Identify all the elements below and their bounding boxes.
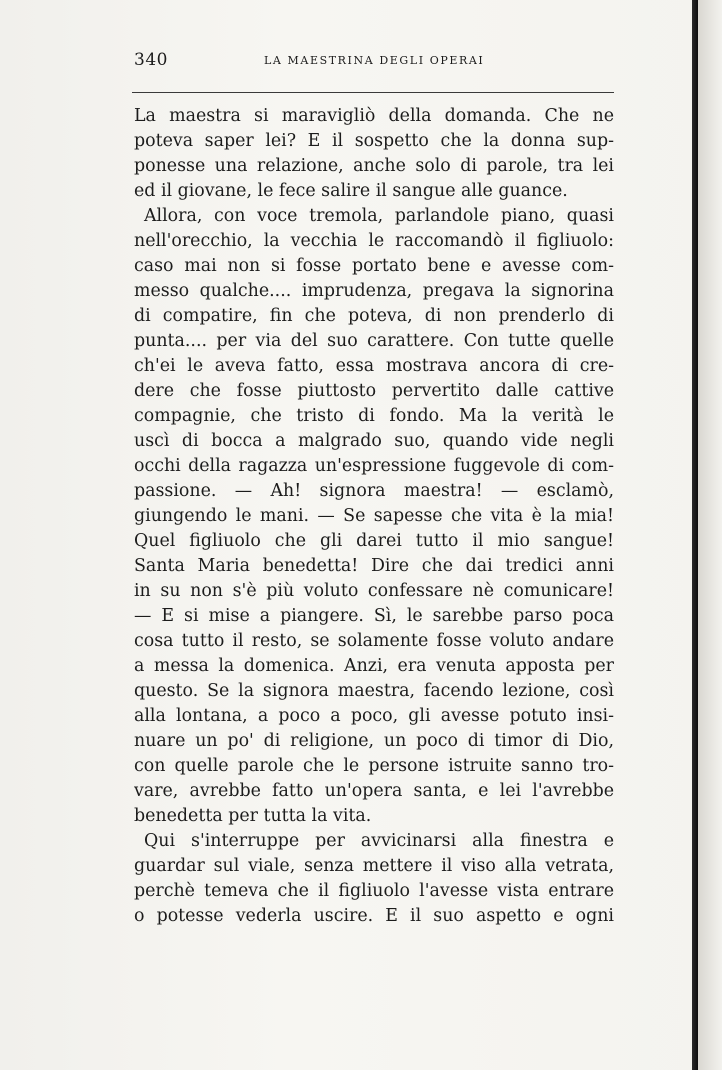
- text-line: a messa la domenica. Anzi, era venuta apposta per: [134, 656, 614, 676]
- text-line: punta.... per via del suo carattere. Con tutte quelle: [134, 331, 614, 351]
- text-line: Santa Maria benedetta! Dire che dai tredici anni: [134, 556, 614, 576]
- text-line: questo. Se la signora maestra, facendo lezione, così: [134, 681, 614, 701]
- running-title: LA MAESTRINA DEGLI OPERAI: [264, 54, 485, 67]
- text-line: alla lontana, a poco a poco, gli avesse potuto insi-: [134, 706, 614, 726]
- text-line: caso mai non si fosse portato bene e avesse com-: [134, 256, 614, 276]
- text-line: — E si mise a piangere. Sì, le sarebbe parso poca: [134, 606, 614, 626]
- text-line: uscì di bocca a malgrado suo, quando vide negli: [134, 431, 614, 451]
- body-text: [134, 104, 614, 929]
- text-line: perchè temeva che il figliuolo l'avesse vista entrare: [134, 881, 614, 901]
- text-line: Allora, con voce tremola, parlandole piano, quasi: [144, 206, 614, 226]
- text-line: compagnie, che tristo di fondo. Ma la verità le: [134, 406, 614, 426]
- text-line: dere che fosse piuttosto pervertito dalle cattive: [134, 381, 614, 401]
- text-line: cosa tutto il resto, se solamente fosse voluto andare: [134, 631, 614, 651]
- text-line: giungendo le mani. — Se sapesse che vita è la mia!: [134, 506, 614, 526]
- text-line: ch'ei le aveva fatto, essa mostrava ancora di cre-: [134, 356, 614, 376]
- text-line: poteva saper lei? E il sospetto che la donna sup-: [134, 131, 614, 151]
- text-line: occhi della ragazza un'espressione fuggevole di com-: [134, 456, 614, 476]
- text-line: ponesse una relazione, anche solo di parole, tra lei: [134, 156, 614, 176]
- text-line: ed il giovane, le fece salire il sangue alle guance.: [134, 181, 568, 201]
- text-line: o potesse vederla uscire. E il suo aspetto e ogni: [134, 906, 614, 926]
- text-line: di compatire, fin che poteva, di non prenderlo di: [134, 306, 614, 326]
- text-line: La maestra si maravigliò della domanda. Che ne: [134, 106, 614, 126]
- text-line: Qui s'interruppe per avvicinarsi alla finestra e: [144, 831, 614, 851]
- text-line: benedetta per tutta la vita.: [134, 806, 372, 826]
- text-line: passione. — Ah! signora maestra! — esclamò,: [134, 481, 614, 501]
- page-gutter-shadow: [698, 0, 722, 1070]
- book-spine-edge: [692, 0, 698, 1070]
- text-line: vare, avrebbe fatto un'opera santa, e lei l'avrebbe: [134, 781, 614, 801]
- text-line: nuare un po' di religione, un poco di timor di Dio,: [134, 731, 614, 751]
- page-number: 340: [134, 50, 168, 70]
- text-line: guardar sul viale, senza mettere il viso alla vetrata,: [134, 856, 614, 876]
- text-line: messo qualche.... imprudenza, pregava la signorina: [134, 281, 614, 301]
- text-line: nell'orecchio, la vecchia le raccomandò il figliuolo:: [134, 231, 614, 251]
- page-header: [134, 50, 614, 74]
- text-line: Quel figliuolo che gli darei tutto il mio sangue!: [134, 531, 614, 551]
- text-line: con quelle parole che le persone istruite sanno tro-: [134, 756, 614, 776]
- header-rule: [132, 92, 614, 93]
- text-line: in su non s'è più voluto confessare nè comunicare!: [134, 581, 614, 601]
